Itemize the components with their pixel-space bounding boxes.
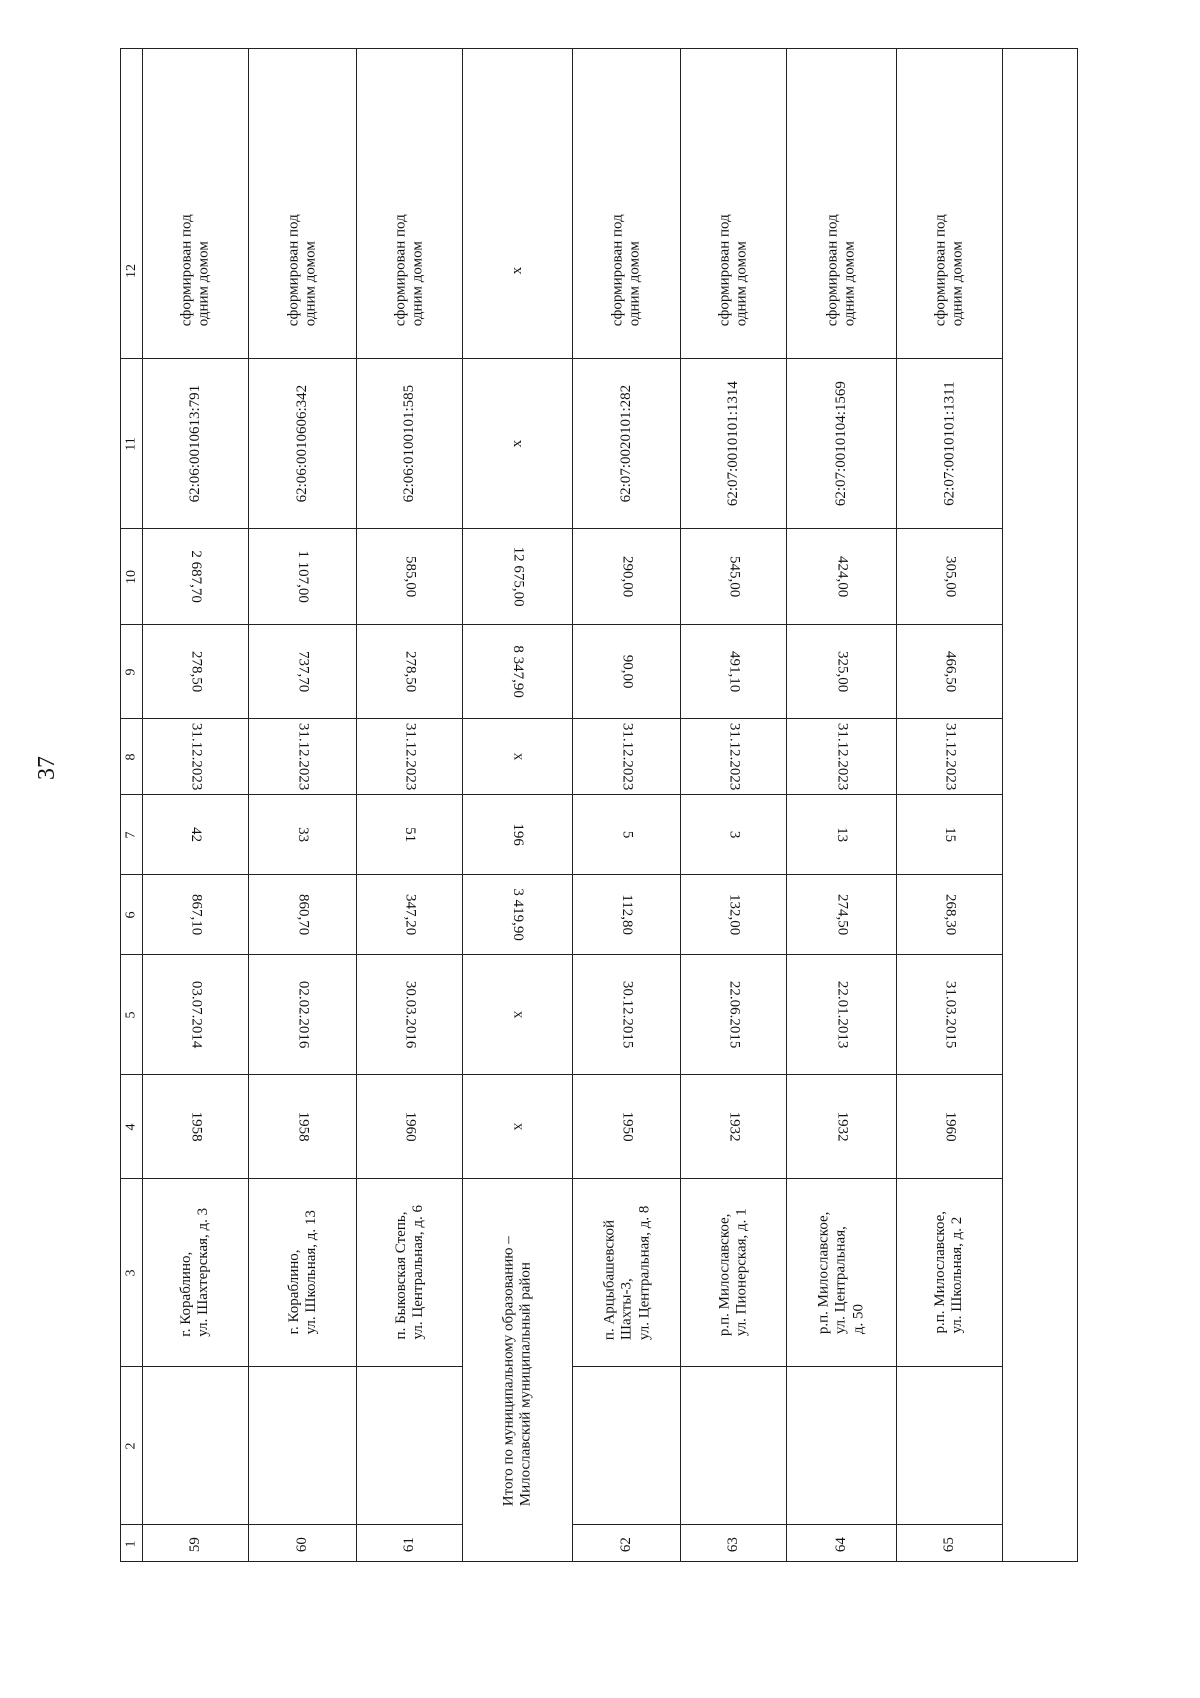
build-year: 1958 bbox=[188, 1111, 205, 1142]
land-status-cell bbox=[573, 183, 680, 359]
area-total-cell bbox=[249, 529, 356, 625]
date-cell bbox=[463, 955, 572, 1075]
row-number: 64 bbox=[832, 1536, 849, 1552]
column-header bbox=[121, 625, 142, 719]
area-total-cell bbox=[573, 529, 680, 625]
date: 30.03.2016 bbox=[401, 980, 418, 1049]
cadastral-number: 62:07:0010104:1569 bbox=[832, 381, 849, 507]
table-row bbox=[897, 49, 1003, 1561]
address: п. Быковская Степь, ул. Центральная, д. 6 bbox=[392, 1205, 426, 1340]
residents: 13 bbox=[834, 827, 851, 843]
region-cell bbox=[357, 1367, 462, 1525]
address-cell bbox=[897, 1179, 1002, 1367]
date-cell bbox=[143, 955, 248, 1075]
area-total: 1 107,00 bbox=[294, 550, 311, 603]
column-number: 1 bbox=[123, 1540, 139, 1548]
land-status: сформирован под одним домом bbox=[285, 214, 319, 327]
row-number-cell bbox=[357, 1525, 462, 1562]
table-row bbox=[357, 49, 463, 1561]
date-cell bbox=[249, 955, 356, 1075]
residents: 51 bbox=[402, 827, 419, 843]
area: 268,30 bbox=[942, 894, 959, 936]
address-cell bbox=[143, 1179, 248, 1367]
cadastral-number: 62:07:0020101:282 bbox=[617, 384, 634, 503]
area: 867,10 bbox=[188, 894, 205, 936]
column-header bbox=[121, 183, 142, 359]
area-settled-cell bbox=[249, 625, 356, 719]
land-status: сформирован под одним домом bbox=[392, 214, 426, 327]
area-settled: 466,50 bbox=[942, 651, 959, 693]
residents-cell bbox=[573, 795, 680, 875]
total-row bbox=[463, 49, 573, 1561]
deadline: 31.12.2023 bbox=[725, 722, 742, 791]
area-settled-cell bbox=[463, 625, 572, 719]
land-status-cell bbox=[681, 183, 786, 359]
row-number-cell bbox=[143, 1525, 248, 1562]
land-status: сформирован под одним домом bbox=[178, 214, 212, 327]
date-cell bbox=[573, 955, 680, 1075]
region-cell bbox=[681, 1367, 786, 1525]
area-total-cell bbox=[787, 529, 896, 625]
column-header bbox=[121, 875, 142, 955]
row-number: 65 bbox=[940, 1536, 957, 1552]
land-status-cell bbox=[143, 183, 248, 359]
build-year-cell bbox=[573, 1075, 680, 1179]
cadastral-number: 62:07:0010101:1314 bbox=[724, 381, 741, 507]
area-total: 290,00 bbox=[619, 556, 636, 598]
area-settled: 278,50 bbox=[402, 651, 419, 693]
build-year: 1932 bbox=[726, 1111, 743, 1142]
column-header bbox=[121, 955, 142, 1075]
row-number: 59 bbox=[186, 1536, 203, 1552]
deadline: 31.12.2023 bbox=[401, 722, 418, 791]
area-settled: 90,00 bbox=[619, 654, 635, 689]
total-label-cell bbox=[463, 1179, 572, 1562]
row-number-cell bbox=[681, 1525, 786, 1562]
area-total-cell bbox=[357, 529, 462, 625]
page-number: 37 bbox=[34, 756, 60, 780]
table-row bbox=[787, 49, 897, 1561]
land-status-cell bbox=[357, 183, 462, 359]
area-total-cell bbox=[143, 529, 248, 625]
land-status-cell bbox=[897, 183, 1002, 359]
area-total: 305,00 bbox=[942, 556, 959, 598]
region-cell bbox=[787, 1367, 896, 1525]
column-number: 12 bbox=[123, 263, 139, 278]
deadline: 31.12.2023 bbox=[187, 722, 204, 791]
area-total: 545,00 bbox=[726, 556, 743, 598]
column-number: 6 bbox=[123, 911, 139, 919]
date-cell bbox=[357, 955, 462, 1075]
area: 3 419,90 bbox=[509, 888, 526, 941]
residents-cell bbox=[463, 795, 572, 875]
area-settled: 491,10 bbox=[726, 651, 743, 693]
area-settled: 278,50 bbox=[188, 651, 205, 693]
column-header bbox=[121, 1075, 142, 1179]
row-number-cell bbox=[249, 1525, 356, 1562]
address-cell bbox=[573, 1179, 680, 1367]
area-cell bbox=[249, 875, 356, 955]
region-cell bbox=[573, 1367, 680, 1525]
cadastral-number-cell bbox=[897, 359, 1002, 529]
address-cell bbox=[681, 1179, 786, 1367]
build-year: 1932 bbox=[834, 1111, 851, 1142]
cadastral-number: 62:06:0010613:791 bbox=[186, 384, 203, 503]
row-number-cell bbox=[573, 1525, 680, 1562]
date-cell bbox=[681, 955, 786, 1075]
table-row bbox=[573, 49, 681, 1561]
address: п. Арцыбашевской Шахты-3, ул. Центральная, д. 8 bbox=[600, 1205, 652, 1340]
area-settled-cell bbox=[787, 625, 896, 719]
cadastral-number: х bbox=[508, 439, 525, 448]
column-number: 8 bbox=[123, 753, 139, 761]
area-settled: 737,70 bbox=[295, 651, 312, 693]
column-number: 10 bbox=[123, 569, 139, 584]
column-number: 7 bbox=[123, 831, 139, 839]
residents-cell bbox=[249, 795, 356, 875]
deadline-cell bbox=[897, 719, 1002, 795]
land-status-cell bbox=[787, 183, 896, 359]
area-settled-cell bbox=[897, 625, 1002, 719]
row-number: 61 bbox=[400, 1536, 417, 1552]
column-header bbox=[121, 795, 142, 875]
area-total-cell bbox=[681, 529, 786, 625]
area-total-cell bbox=[897, 529, 1002, 625]
area-cell bbox=[681, 875, 786, 955]
residents: 196 bbox=[509, 823, 526, 846]
area-settled-cell bbox=[357, 625, 462, 719]
row-number: 62 bbox=[617, 1536, 634, 1552]
build-year: 1950 bbox=[619, 1111, 636, 1142]
column-number: 5 bbox=[123, 1011, 139, 1019]
area-total: 12 675,00 bbox=[510, 546, 527, 607]
area-settled: 325,00 bbox=[834, 651, 851, 693]
deadline-cell bbox=[681, 719, 786, 795]
residents-cell bbox=[897, 795, 1002, 875]
column-header bbox=[121, 719, 142, 795]
area: 112,80 bbox=[618, 894, 635, 935]
address: р.п. Милославское, ул. Пионерская, д. 1 bbox=[716, 1208, 750, 1337]
deadline-cell bbox=[463, 719, 572, 795]
build-year-cell bbox=[143, 1075, 248, 1179]
deadline-cell bbox=[143, 719, 248, 795]
deadline: 31.12.2023 bbox=[833, 722, 850, 791]
cadastral-number-cell bbox=[681, 359, 786, 529]
area: 860,70 bbox=[295, 894, 312, 936]
date: х bbox=[509, 1010, 526, 1019]
date-cell bbox=[787, 955, 896, 1075]
area-cell bbox=[463, 875, 572, 955]
cadastral-number-cell bbox=[249, 359, 356, 529]
residents: 33 bbox=[295, 827, 312, 843]
area-cell bbox=[787, 875, 896, 955]
area-settled-cell bbox=[681, 625, 786, 719]
row-number-cell bbox=[787, 1525, 896, 1562]
residents: 5 bbox=[618, 830, 635, 839]
date: 30.12.2015 bbox=[618, 980, 635, 1049]
table-row bbox=[143, 49, 249, 1561]
area-settled-cell bbox=[573, 625, 680, 719]
region-cell bbox=[143, 1367, 248, 1525]
column-header bbox=[121, 359, 142, 529]
deadline: 31.12.2023 bbox=[941, 722, 958, 791]
cadastral-number-cell bbox=[357, 359, 462, 529]
cadastral-number: 62:06:0100101:585 bbox=[400, 384, 417, 503]
land-status-cell bbox=[249, 183, 356, 359]
residents: 42 bbox=[188, 827, 205, 843]
residents-cell bbox=[357, 795, 462, 875]
area: 347,20 bbox=[402, 894, 419, 936]
cadastral-number: 62:07:0010101:1311 bbox=[941, 381, 958, 506]
column-header bbox=[121, 1367, 142, 1525]
column-header bbox=[121, 1179, 142, 1367]
date: 22.06.2015 bbox=[725, 980, 742, 1049]
column-header bbox=[121, 1525, 142, 1562]
total-label: Итого по муниципальному образованию – Милославский муниципальный район bbox=[500, 1235, 534, 1506]
build-year: 1960 bbox=[402, 1111, 419, 1142]
build-year: х bbox=[509, 1122, 526, 1131]
area: 132,00 bbox=[726, 894, 743, 936]
area-total: 424,00 bbox=[834, 556, 851, 598]
deadline-cell bbox=[249, 719, 356, 795]
land-status: сформирован под одним домом bbox=[716, 214, 750, 327]
deadline-cell bbox=[357, 719, 462, 795]
land-status-cell bbox=[463, 183, 572, 359]
build-year-cell bbox=[357, 1075, 462, 1179]
build-year-cell bbox=[249, 1075, 356, 1179]
cadastral-number-cell bbox=[787, 359, 896, 529]
region-cell bbox=[897, 1367, 1002, 1525]
build-year-cell bbox=[787, 1075, 896, 1179]
area-total-cell bbox=[463, 529, 572, 625]
area: 274,50 bbox=[834, 894, 851, 936]
address: г. Кораблино, ул. Школьная, д. 13 bbox=[285, 1210, 319, 1335]
build-year-cell bbox=[463, 1075, 572, 1179]
address: р.п. Милославское, ул. Школьная, д. 2 bbox=[932, 1210, 966, 1334]
residents: 15 bbox=[942, 827, 959, 843]
deadline-cell bbox=[787, 719, 896, 795]
column-number: 3 bbox=[123, 1269, 139, 1277]
area-settled-cell bbox=[143, 625, 248, 719]
column-number: 11 bbox=[123, 436, 139, 451]
area-settled: 8 347,90 bbox=[509, 645, 526, 698]
row-number: 60 bbox=[293, 1536, 310, 1552]
address-cell bbox=[357, 1179, 462, 1367]
area-cell bbox=[143, 875, 248, 955]
land-status: сформирован под одним домом bbox=[824, 214, 858, 327]
area-cell bbox=[357, 875, 462, 955]
build-year: 1960 bbox=[942, 1111, 959, 1142]
residents-cell bbox=[787, 795, 896, 875]
housing-table bbox=[120, 48, 1078, 1562]
date: 31.03.2015 bbox=[941, 980, 958, 1049]
column-number: 2 bbox=[123, 1442, 139, 1450]
area-cell bbox=[897, 875, 1002, 955]
address-cell bbox=[249, 1179, 356, 1367]
column-number: 9 bbox=[123, 668, 139, 676]
build-year-cell bbox=[897, 1075, 1002, 1179]
date: 02.02.2016 bbox=[294, 980, 311, 1049]
land-status: х bbox=[508, 266, 525, 275]
area-cell bbox=[573, 875, 680, 955]
region-cell bbox=[249, 1367, 356, 1525]
column-header bbox=[121, 529, 142, 625]
column-number: 4 bbox=[123, 1123, 139, 1131]
cadastral-number-cell bbox=[573, 359, 680, 529]
cadastral-number-cell bbox=[143, 359, 248, 529]
address: р.п. Милославское, ул. Центральная, д. 50 bbox=[815, 1211, 866, 1334]
deadline-cell bbox=[573, 719, 680, 795]
residents-cell bbox=[143, 795, 248, 875]
address: г. Кораблино, ул. Шахтерская, д. 3 bbox=[178, 1207, 212, 1337]
table-row bbox=[249, 49, 357, 1561]
row-number-cell bbox=[897, 1525, 1002, 1562]
cadastral-number: 62:06:0010606:342 bbox=[293, 384, 310, 503]
area-total: 2 687,70 bbox=[187, 550, 204, 603]
header-row bbox=[121, 49, 143, 1561]
build-year: 1958 bbox=[295, 1111, 312, 1142]
residents: 3 bbox=[725, 830, 742, 839]
date: 22.01.2013 bbox=[833, 980, 850, 1049]
date-cell bbox=[897, 955, 1002, 1075]
row-number: 63 bbox=[724, 1536, 741, 1552]
residents-cell bbox=[681, 795, 786, 875]
date: 03.07.2014 bbox=[187, 980, 204, 1049]
build-year-cell bbox=[681, 1075, 786, 1179]
land-status: сформирован под одним домом bbox=[932, 214, 966, 327]
land-status: сформирован под одним домом bbox=[609, 214, 643, 327]
deadline: х bbox=[509, 752, 526, 761]
cadastral-number-cell bbox=[463, 359, 572, 529]
deadline: 31.12.2023 bbox=[294, 722, 311, 791]
address-cell bbox=[787, 1179, 896, 1367]
deadline: 31.12.2023 bbox=[618, 722, 635, 791]
table-row bbox=[681, 49, 787, 1561]
area-total: 585,00 bbox=[402, 556, 419, 598]
